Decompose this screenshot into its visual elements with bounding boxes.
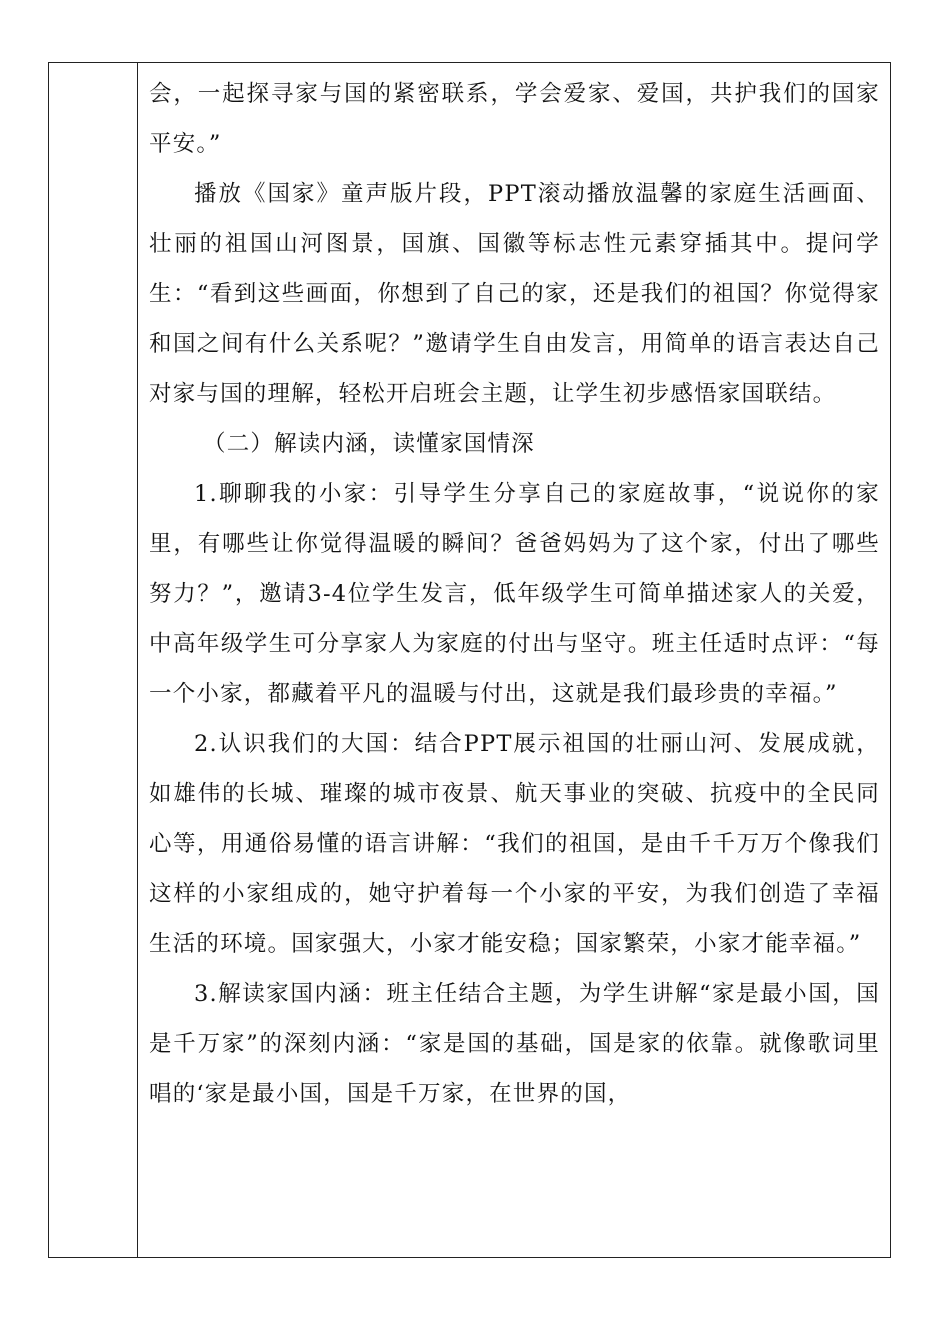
paragraph-continuation: 会，一起探寻家与国的紧密联系，学会爱家、爱国，共护我们的国家平安。” <box>149 81 880 157</box>
paragraph-item-3: 3.解读家国内涵：班主任结合主题，为学生讲解“家是最小国，国是千万家”的深刻内涵：“家是国的基础，国是家的依靠。就像歌词里唱的‘家是最小国，国是千万家，在世界的国， <box>149 981 880 1107</box>
paragraph-item-1: 1.聊聊我的小家：引导学生分享自己的家庭故事，“说说你的家里，有哪些让你觉得温暖的瞬间？爸爸妈妈为了这个家，付出了哪些努力？”，邀请3-4位学生发言，低年级学生可简单描述家人的关爱，中高年级学生可分享家人为家庭的付出与坚守。班主任适时点评：“每一个小家，都藏着平凡的温暖与付出，这就是我们最珍贵的幸福。” <box>149 481 880 707</box>
section-heading: （二）解读内涵，读懂家国情深 <box>203 431 535 457</box>
lesson-text <box>149 69 880 1119</box>
paragraph-intro-activity: 播放《国家》童声版片段，PPT滚动播放温馨的家庭生活画面、壮丽的祖国山河图景，国旗、国徽等标志性元素穿插其中。提问学生：“看到这些画面，你想到了自己的家，还是我们的祖国？你觉得家和国之间有什么关系呢？”邀请学生自由发言，用简单的语言表达自己对家与国的理解，轻松开启班会主题，让学生初步感悟家国联结。 <box>149 181 880 407</box>
table-content-column <box>139 63 890 1257</box>
paragraph-item-2: 2.认识我们的大国：结合PPT展示祖国的壮丽山河、发展成就，如雄伟的长城、璀璨的城市夜景、航天事业的突破、抗疫中的全民同心等，用通俗易懂的语言讲解：“我们的祖国，是由千千万万个像我们这样的小家组成的，她守护着每一个小家的平安，为我们创造了幸福生活的环境。国家强大，小家才能安稳；国家繁荣，小家才能幸福。” <box>149 731 880 957</box>
table-left-column <box>49 63 138 1257</box>
lesson-table <box>48 62 891 1258</box>
